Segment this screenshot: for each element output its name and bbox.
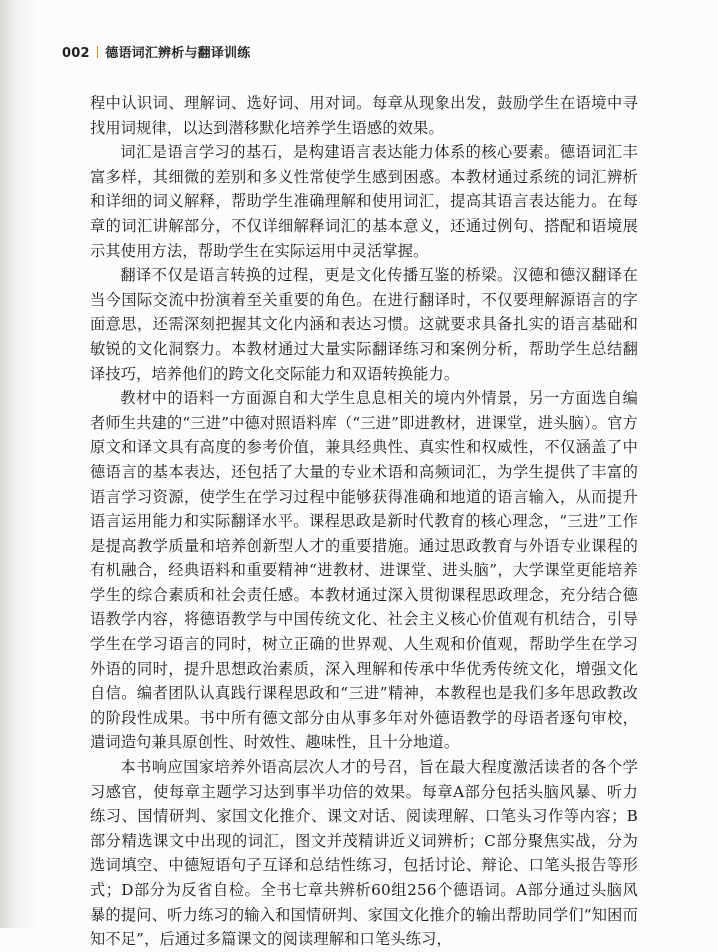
paragraph-vocabulary: 词汇是语言学习的基石，是构建语言表达能力体系的核心要素。德语词汇丰富多样，其细微的差别和多义性常使学生感到困惑。本教材通过系统的词汇辨析和详细的词义解释，帮助学生准确理解和使用词汇，提高其语言表达能力。在每章的词汇讲解部分，不仅详细解释词汇的基本意义，还通过例句、搭配和语境展示其使用方法，帮助学生在实际运用中灵活掌握。 [90, 143, 638, 260]
page-number: 002 [62, 46, 90, 61]
book-title: 德语词汇辨析与翻译训练 [105, 46, 251, 61]
body-text [90, 91, 638, 952]
paragraph-structure: 本书响应国家培养外语高层次人才的号召，旨在最大程度激活读者的各个学习感官，使每章主题学习达到事半功倍的效果。每章A部分包括头脑风暴、听力练习、国情研判、家国文化推介、课文对话、阅读理解、口笔头习作等内容；B部分精选课文中出现的词汇，图文并茂精讲近义词辨析；C部分聚焦实战，分为选词填空、中德短语句子互译和总结性练习，包括讨论、辩论、口笔头报告等形式；D部分为反省自检。全书七章共辨析60组256个德语词。A部分通过头脑风暴的提问、听力练习的输入和国情研判、家国文化推介的输出帮助同学们“知困而知不足”，后通过多篇课文的阅读理解和口笔头练习， [90, 758, 638, 949]
header-separator [97, 46, 99, 58]
page-fold-shadow [0, 0, 38, 928]
paragraph-continued: 程中认识词、理解词、选好词、用对词。每章从现象出发，鼓励学生在语境中寻找用词规律，以达到潜移默化培养学生语感的效果。 [90, 94, 638, 137]
paragraph-materials: 教材中的语料一方面源自和大学生息息相关的境内外情景，另一方面选自编者师生共建的“三进”中德对照语料库（“三进”即进教材，进课堂，进头脑）。官方原文和译文具有高度的参考价值，兼具经典性、真实性和权威性，不仅涵盖了中德语言的基本表达，还包括了大量的专业术语和高频词汇，为学生提供了丰富的语言学习资源，使学生在学习过程中能够获得准确和地道的语言输入，从而提升语言运用能力和实际翻译水平。课程思政是新时代教育的核心理念，“三进”工作是提高教学质量和培养创新型人才的重要措施。通过思政教育与外语专业课程的有机融合，经典语料和重要精神“进教材、进课堂、进头脑”，大学课堂更能培养学生的综合素质和社会责任感。本教材通过深入贯彻课程思政理念，充分结合德语教学内容，将德语教学与中国传统文化、社会主义核心价值观有机结合，引导学生在学习语言的同时，树立正确的世界观、人生观和价值观，帮助学生在学习外语的同时，提升思想政治素质，深入理解和传承中华优秀传统文化，增强文化自信。编者团队认真践行课程思政和“三进”精神，本教程也是我们多年思政教改的阶段性成果。书中所有德文部分由从事多年对外德语教学的母语者逐句审校，遣词造句兼具原创性、时效性、趣味性，且十分地道。 [90, 389, 638, 752]
paragraph-translation: 翻译不仅是语言转换的过程，更是文化传播互鉴的桥梁。汉德和德汉翻译在当今国际交流中扮演着至关重要的角色。在进行翻译时，不仅要理解源语言的字面意思，还需深刻把握其文化内涵和表达习惯。这就要求具备扎实的语言基础和敏锐的文化洞察力。本教材通过大量实际翻译练习和案例分析，帮助学生总结翻译技巧，培养他们的跨文化交际能力和双语转换能力。 [90, 266, 638, 383]
running-header [62, 42, 250, 61]
